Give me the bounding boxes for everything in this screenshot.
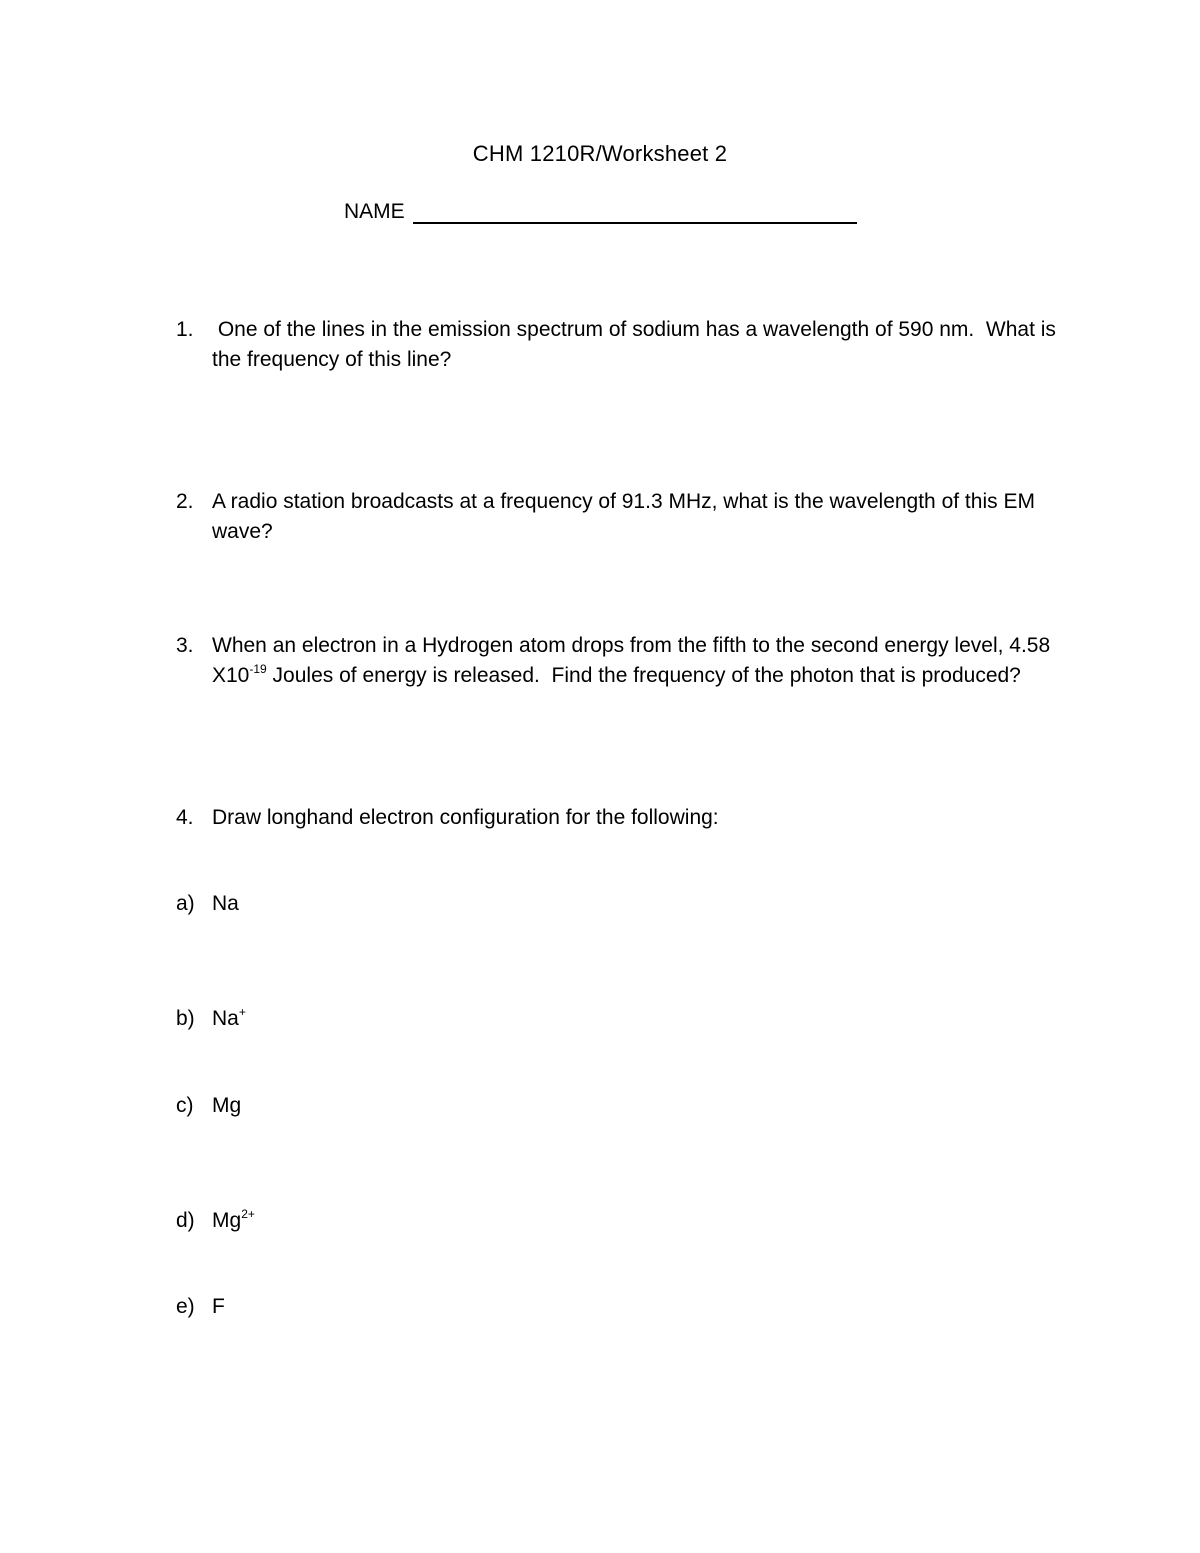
question-number: 2. (176, 490, 194, 513)
species (212, 1206, 255, 1236)
question-text-part: Joules of energy is released. Find the frequency of the photon that is produced? (266, 664, 1021, 687)
species-charge: + (238, 1005, 246, 1019)
subitem-d (176, 1206, 255, 1236)
question-number: 4. (176, 806, 194, 829)
subitem-c (176, 1091, 241, 1121)
subitem-label: d) (176, 1209, 195, 1232)
subitem-e (176, 1292, 225, 1322)
species-charge: 2+ (241, 1207, 255, 1221)
species-symbol: Mg (212, 1209, 242, 1232)
species-symbol: Mg (212, 1094, 242, 1117)
species-symbol: Na (212, 1007, 239, 1030)
question-text: Draw longhand electron configuration for the following: (212, 806, 719, 829)
question-text-part: When an electron in a Hydrogen atom drops from the fifth to the second energy level, 4.58 X10 (212, 634, 1056, 687)
exponent: -19 (249, 662, 267, 676)
subitem-a (176, 889, 239, 919)
species (212, 1004, 246, 1034)
subitem-label: a) (176, 892, 195, 915)
question-text: One of the lines in the emission spectrum of sodium has a wavelength of 590 nm. What is the frequency of this line? (212, 318, 1062, 371)
subitem-label: e) (176, 1295, 195, 1318)
question-text: A radio station broadcasts at a frequency of 91.3 MHz, what is the wavelength of this EM wave? (212, 490, 1035, 543)
name-field-row (344, 200, 857, 224)
subitem-label: b) (176, 1007, 195, 1030)
species (212, 889, 239, 919)
subitem-label: c) (176, 1094, 194, 1117)
question-number: 1. (176, 318, 194, 341)
species (212, 1091, 241, 1121)
species (212, 1292, 225, 1322)
name-label: NAME (344, 200, 405, 223)
species-symbol: Na (212, 892, 239, 915)
question-number: 3. (176, 634, 194, 657)
worksheet-title: CHM 1210R/Worksheet 2 (472, 141, 728, 166)
species-symbol: F (212, 1295, 225, 1318)
name-blank-line[interactable] (413, 200, 857, 224)
question-text (212, 631, 1072, 691)
subitem-b (176, 1004, 246, 1034)
